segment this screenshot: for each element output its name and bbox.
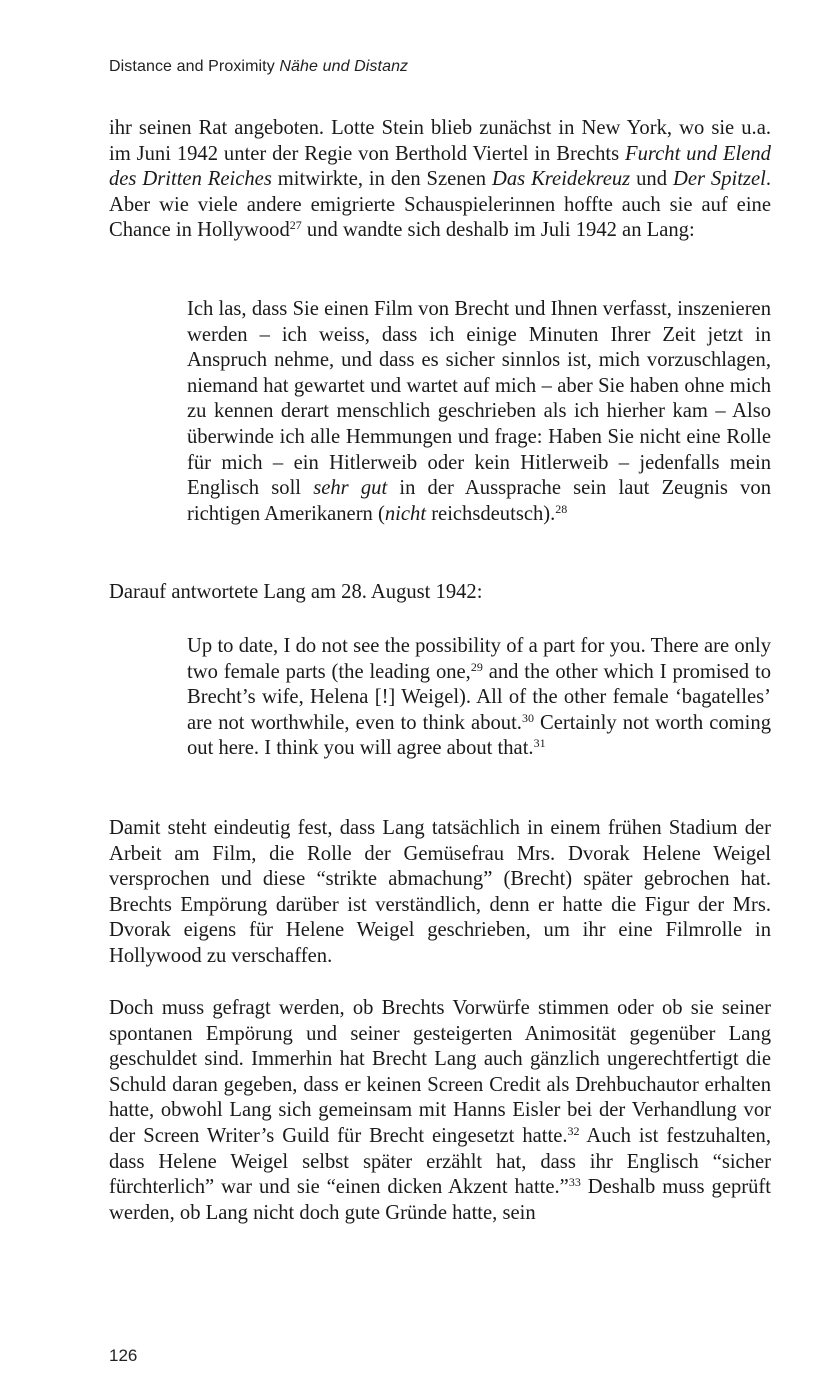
footnote-ref: 27 (289, 218, 302, 233)
paragraph-text: . Aber wie viele andere emigrierte Schauspielerinnen hoffte auch sie auf eine Chance in Hollywood (109, 168, 771, 242)
paragraph-text: mitwirkte, in den Szenen (271, 168, 492, 191)
quote-emphasis: nicht (384, 502, 427, 525)
scene-title: Das Kreidekreuz (491, 168, 631, 191)
page-number: 126 (109, 1346, 138, 1365)
play-title: Furcht und Elend des Dritten Reiches (109, 142, 771, 191)
quote-text: and the other which I promised to Brecht’s wife, Helena [!] Weigel). All of the other female ‘bagatelles’ are not worthwhile, even to think about. (187, 660, 771, 734)
paragraph-text: Darauf antwortete Lang am 28. August 1942: (109, 581, 483, 603)
footnote-ref: 30 (521, 710, 534, 725)
running-head (109, 58, 408, 76)
paragraph-text: Damit steht eindeutig fest, dass Lang tatsächlich in einem frühen Stadium der Arbeit am Film, die Rolle der Gemüsefrau Mrs. Dvorak Helene Weigel versprochen und diese “strikte abmachung” (Brecht) später gebrochen hat. Brechts Empörung darüber ist verständlich, denn er hatte die Figur der Mrs. Dvorak eigens für Helene Weigel geschrieben, um ihr eine Filmrolle in Hollywood zu verschaffen. (109, 817, 771, 967)
quote-text: reichsdeutsch). (426, 502, 556, 525)
block-quote-1 (187, 297, 771, 527)
quote-text: Ich las, dass Sie einen Film von Brecht und Ihnen verfasst, inszenieren werden – ich weiss, dass ich einige Minuten Ihrer Zeit jetzt in Anspruch nehme, und dass es sicher sinnlos ist, mich vorzuschlagen, niemand hat gewartet und wartet auf mich – aber Sie haben ohne mich zu kennen derart menschlich geschrieben als ich hierher kam – Also überwinde ich alle Hemmungen und frage: Haben Sie nicht eine Rolle für mich – ein Hitlerweib oder kein Hitlerweib – jedenfalls mein Englisch soll (187, 298, 771, 500)
quote-text: Certainly not worth coming out here. I think you will agree about that. (187, 711, 771, 760)
footnote-ref: 29 (470, 659, 483, 674)
paragraph-text: ihr seinen Rat angeboten. Lotte Stein blieb zunächst in New York, wo sie u.a. im Juni 1942 unter der Regie von Berthold Viertel in Brechts (109, 117, 771, 165)
scene-title: Der Spitzel (672, 168, 766, 191)
running-head-title: Distance and Proximity (109, 58, 275, 75)
footnote-ref: 33 (568, 1175, 581, 1190)
paragraph-2 (109, 580, 771, 606)
running-head-title-german: Nähe und Distanz (279, 58, 409, 75)
paragraph-text: und wandte sich deshalb im Juli 1942 an Lang: (301, 219, 695, 242)
paragraph-text: Doch muss gefragt werden, ob Brechts Vorwürfe stimmen oder ob sie seiner spontanen Empörung und seiner gesteigerten Animosität gegenüber Lang geschuldet sind. Immerhin hat Brecht Lang auch gänzlich ungerechtfertigt die Schuld daran gegeben, dass er keinen Screen Credit als Drehbuchautor erhalten hatte, obwohl Lang sich gemeinsam mit Hanns Eisler bei der Verhandlung vor der Screen Writer’s Guild für Brecht eingesetzt hatte. (109, 997, 771, 1147)
footnote-ref: 31 (533, 736, 546, 751)
footnote-ref: 28 (555, 501, 568, 516)
quote-text: in der Aussprache sein laut Zeugnis von richtigen Amerikanern ( (187, 477, 772, 525)
paragraph-4 (109, 996, 771, 1226)
paragraph-text: Deshalb muss geprüft werden, ob Lang nicht doch gute Gründe hatte, sein (109, 1176, 772, 1224)
paragraph-text: Auch ist festzuhalten, dass Helene Weigel selbst später erzählt hat, dass ihr Englisch “sicher fürchterlich” war und sie “einen dicken Akzent hatte.” (109, 1124, 771, 1199)
quote-text: Up to date, I do not see the possibility of a part for you. There are only two female parts (the leading one, (187, 635, 771, 683)
quote-emphasis: sehr gut (313, 477, 388, 500)
paragraph-3 (109, 816, 771, 970)
paragraph-text: und (630, 168, 673, 191)
footnote-ref: 32 (567, 1123, 580, 1138)
block-quote-2 (187, 634, 771, 762)
paragraph-1 (109, 116, 771, 244)
